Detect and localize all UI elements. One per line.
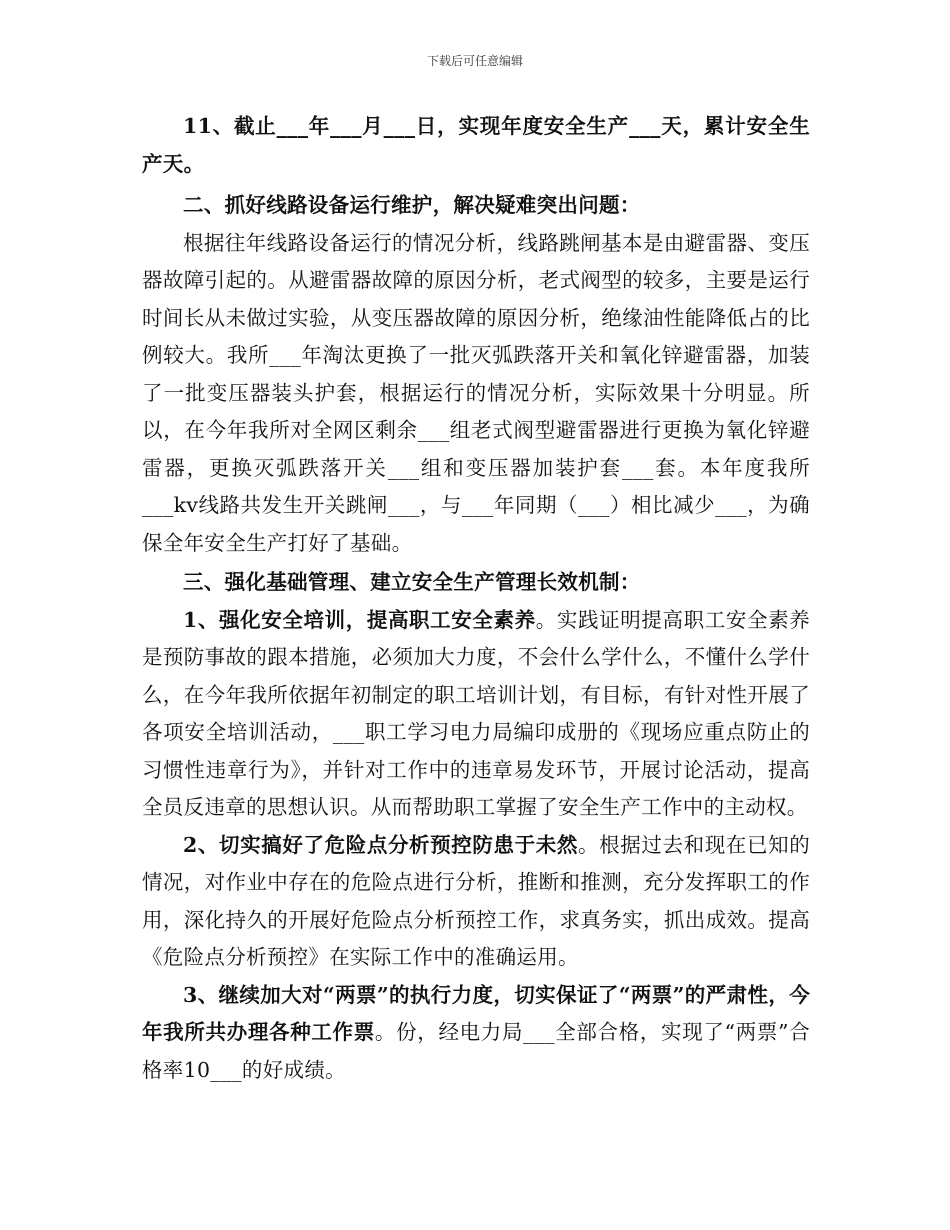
paragraph-text: 。根据过去和现在已知的情况，对作业中存在的危险点进行分析，推断和推测，充分发挥职工的作用，深化持久的开展好危险点分析预控工作，求真务实，抓出成效。提高《危险点分析预控》在实际工作中的准确运用。 [142,832,810,969]
paragraph-lead-bold: 2、切实搞好了危险点分析预控防患于未然 [183,832,579,857]
page-header-note: 下载后可任意编辑 [426,54,523,68]
paragraph-risk-analysis [142,827,810,977]
document-body [142,108,810,1089]
paragraph-text: 。实践证明提高职工安全素养是预防事故的跟本措施，必须加大力度，不会什么学什么，不懂什么学什么，在今年我所依据年初制定的职工培训计划，有目标，有针对性开展了各项安全培训活动，___职工学习电力局编印成册的《现场应重点防止的习惯性违章行为》，并针对工作中的违章易发环节，开展讨论活动，提高全员反违章的思想认识。从而帮助职工掌握了安全生产工作中的主动权。 [142,607,810,819]
paragraph-safety-training [142,602,810,827]
paragraph-line-maintenance: 根据往年线路设备运行的情况分析，线路跳闸基本是由避雷器、变压器故障引起的。从避雷器故障的原因分析，老式阀型的较多，主要是运行时间长从未做过实验，从变压器故障的原因分析，绝缘油性能降低占的比例较大。我所___年淘汰更换了一批灭弧跌落开关和氧化锌避雷器，加装了一批变压器装头护套，根据运行的情况分析，实际效果十分明显。所以，在今年我所对全网区剩余___组老式阀型避雷器进行更换为氧化锌避雷器，更换灭弧跌落开关___组和变压器加装护套___套。本年度我所___kv线路共发生开关跳闸___，与___年同期（___）相比减少___，为确保全年安全生产打好了基础。 [142,230,810,555]
section-heading-3: 三、强化基础管理、建立安全生产管理长效机制： [183,570,641,594]
paragraph-lead-bold: 1、强化安全培训，提高职工安全素养 [183,607,536,632]
paragraph-item-11: 11、截止___年___月___日，实现年度安全生产___天，累计安全生产天。 [142,114,810,176]
paragraph-lead-bold: 3、继续加大对“两票”的执行力度，切实保证了“两票”的严肃性，今年我所共办理各种工作票 [142,982,810,1044]
section-heading-2: 二、抓好线路设备运行维护，解决疑难突出问题： [183,193,641,217]
paragraph-text: 。份，经电力局___全部合格，实现了“两票”合格率10___的好成绩。 [142,1020,811,1082]
paragraph-two-tickets [142,977,810,1090]
